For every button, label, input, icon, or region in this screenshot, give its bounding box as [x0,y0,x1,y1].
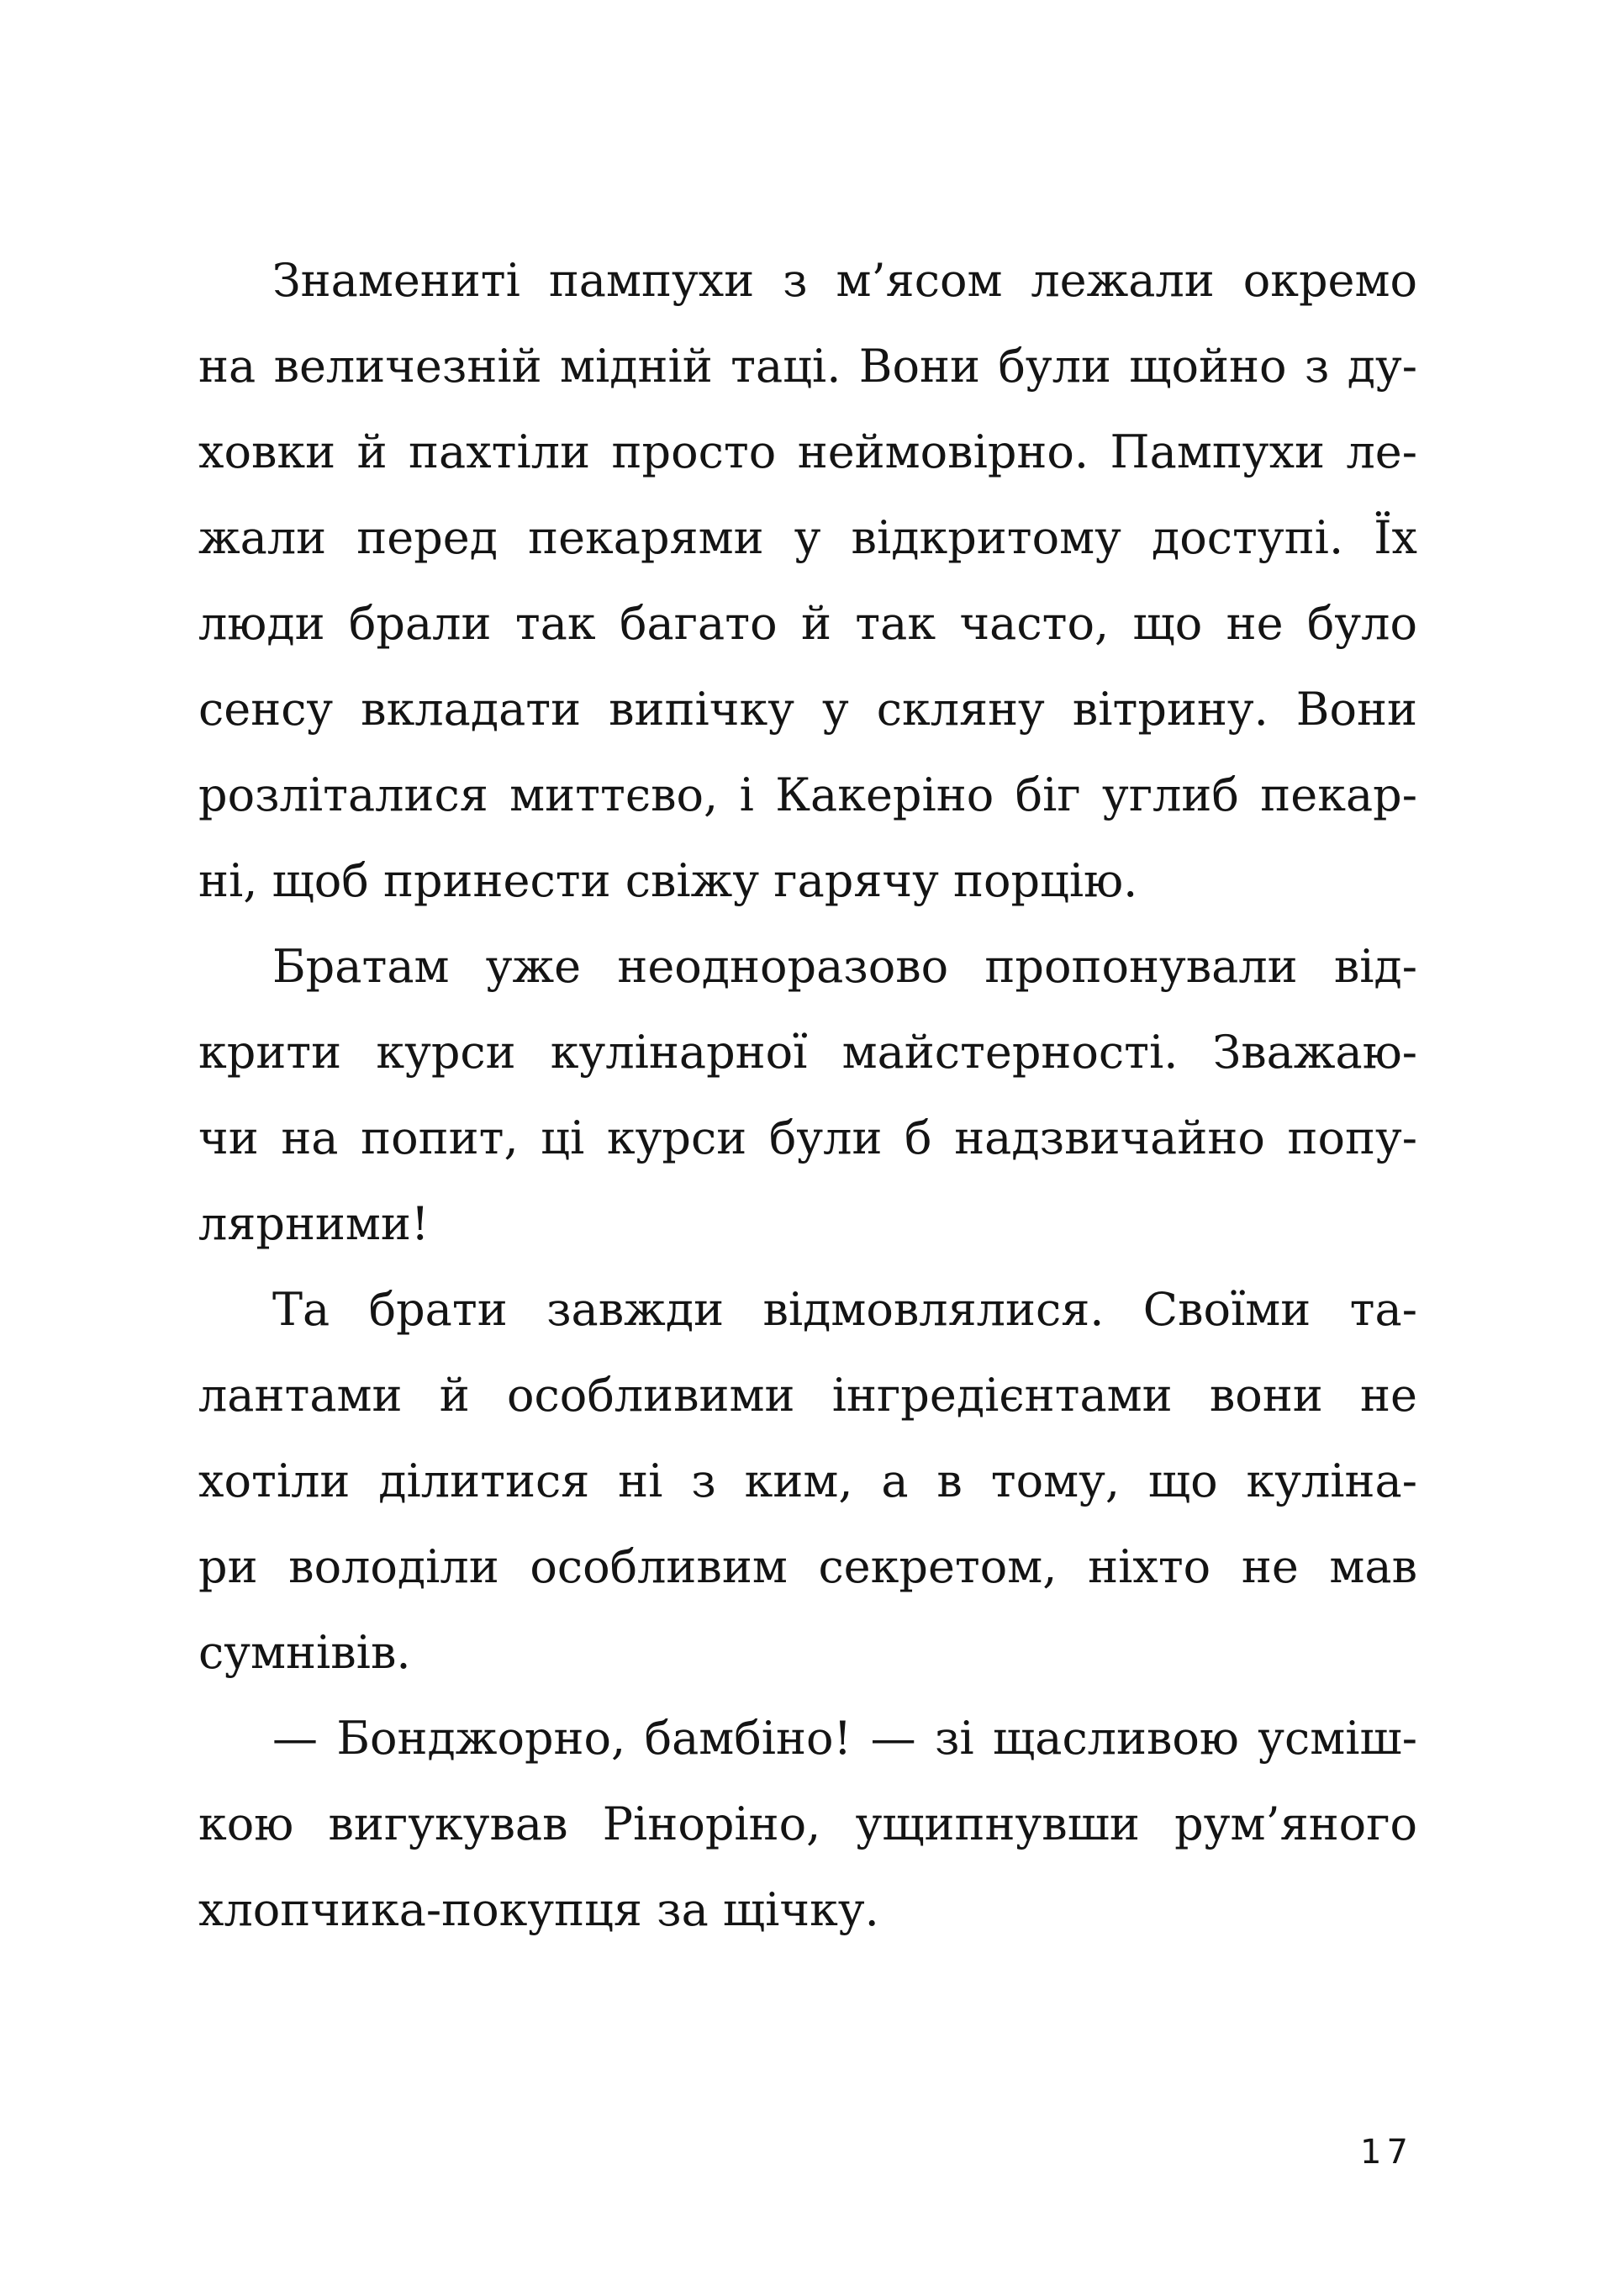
text-line: сумнівів. [198,1626,411,1679]
text-line: люди брали так багато й так часто, що не було [198,597,1417,650]
paragraph [198,1696,1417,1953]
text-line: лярними! [198,1197,430,1250]
text-line: ні, щоб принести свіжу гарячу порцію. [198,854,1138,907]
paragraph [198,238,1417,924]
page-number: 17 [1360,2133,1413,2172]
text-line: крити курси кулінарної майстерності. Зважаю- [198,1026,1417,1079]
text-line: Та брати завжди відмовлялися. Своїми та- [272,1283,1417,1336]
text-line: — Бонджорно, бамбіно! — зі щасливою усміш- [272,1712,1417,1765]
text-line: сенсу вкладати випічку у скляну вітрину. Вони [198,683,1417,736]
text-line: на величезній мідній таці. Вони були щойно з ду- [198,340,1417,393]
text-line: Братам уже неодноразово пропонували від- [272,940,1417,993]
text-line: ри володіли особливим секретом, ніхто не мав [198,1540,1417,1593]
text-line: лантами й особливими інгредієнтами вони не [198,1369,1417,1422]
paragraph [198,1267,1417,1696]
text-line: Знамениті пампухи з м’ясом лежали окремо [272,254,1417,307]
text-line: розліталися миттєво, і Какеріно біг углиб пекар- [198,768,1417,821]
text-line: хлопчика-покупця за щічку. [198,1883,879,1936]
body-text [198,238,1417,1953]
paragraph [198,924,1417,1267]
text-line: ховки й пахтіли просто неймовірно. Пампухи ле- [198,425,1417,478]
text-line: хотіли ділитися ні з ким, а в тому, що куліна- [198,1454,1417,1507]
text-line: кою вигукував Ріноріно, ущипнувши рум’яного [198,1797,1417,1850]
text-line: чи на попит, ці курси були б надзвичайно попу- [198,1111,1417,1164]
text-line: жали перед пекарями у відкритому доступі. Їх [198,511,1417,564]
